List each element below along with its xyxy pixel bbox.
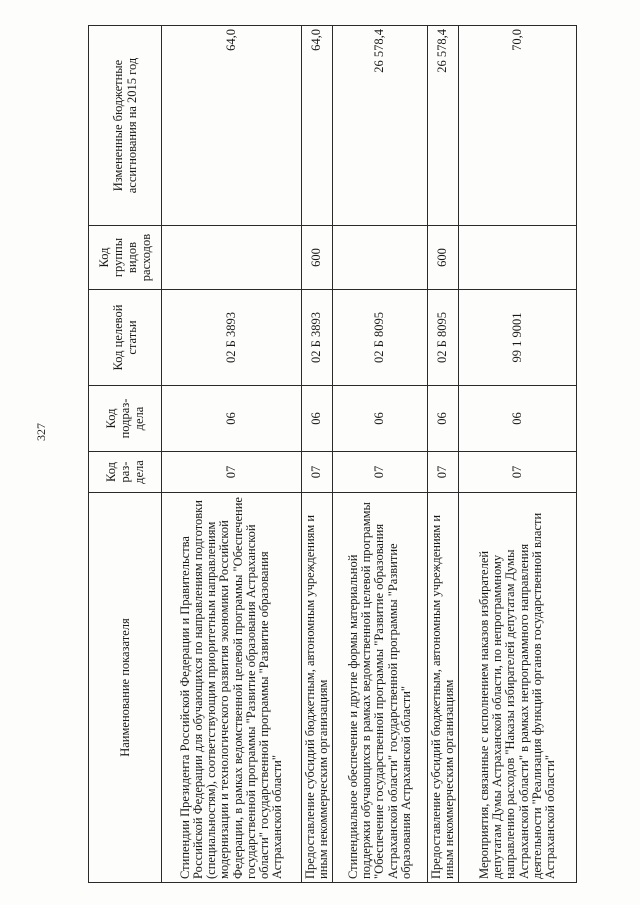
table-row <box>302 26 333 883</box>
row-name: Стипендиальное обеспечение и другие формы материальной поддержки обучающихся в рамках ведомственной целевой программы "Обеспечение государственной программы "Развитие образования Астраханской области" государственной программы "Развитие образования Астраханской области" <box>333 493 428 883</box>
row-name: Мероприятия, связанные с исполнением наказов избирателей депутатам Думы Астраханской области, по непрограммному направлению расходов "Наказы избирателей депутатам Думы Астраханской области" в рамках непрограммного направления деятельности "Реализация функций органов государственной власти Астраханской области" <box>459 493 577 883</box>
table-header-row <box>89 26 162 883</box>
row-subsection: 06 <box>428 386 459 452</box>
row-name: Стипендии Президента Российской Федерации и Правительства Российской Федерации для обучающихся по направлениям подготовки (специальностям), соответствующим приоритетным направлениям модернизации и технологического развития экономики Российской Федерации, в рамках ведомственной целевой программы "Обеспечение государственной программы "Развитие образования Астраханской области" государственной программы "Развитие образования Астраханской области" <box>162 493 302 883</box>
row-amount: 64,0 <box>302 26 333 226</box>
row-expense-group <box>162 226 302 290</box>
row-section: 07 <box>302 452 333 493</box>
row-target: 02 Б 3893 <box>162 290 302 386</box>
row-target: 02 Б 8095 <box>333 290 428 386</box>
header-name: Наименование показателя <box>89 493 162 883</box>
header-amount: Измененные бюджетные ассигнования на 2015 год <box>89 26 162 226</box>
row-target: 02 Б 8095 <box>428 290 459 386</box>
row-section: 07 <box>162 452 302 493</box>
row-expense-group: 600 <box>428 226 459 290</box>
header-expense-group: Код группы видов расходов <box>89 226 162 290</box>
header-section: Код раз-дела <box>89 452 162 493</box>
row-expense-group <box>459 226 577 290</box>
row-subsection: 06 <box>162 386 302 452</box>
table-row <box>333 26 428 883</box>
row-amount: 26 578,4 <box>333 26 428 226</box>
table-row <box>428 26 459 883</box>
table-row <box>162 26 302 883</box>
header-target-article: Код целевой статьи <box>89 290 162 386</box>
row-subsection: 06 <box>333 386 428 452</box>
row-target: 02 Б 3893 <box>302 290 333 386</box>
header-subsection: Код подраз-дела <box>89 386 162 452</box>
row-expense-group <box>333 226 428 290</box>
row-name: Предоставление субсидий бюджетным, автономным учреждениям и иным некоммерческим организациям <box>428 493 459 883</box>
row-section: 07 <box>459 452 577 493</box>
row-target: 99 1 9001 <box>459 290 577 386</box>
row-subsection: 06 <box>302 386 333 452</box>
row-expense-group: 600 <box>302 226 333 290</box>
table-row <box>459 26 577 883</box>
row-amount: 64,0 <box>162 26 302 226</box>
row-section: 07 <box>428 452 459 493</box>
page-number: 327 <box>34 423 48 441</box>
row-section: 07 <box>333 452 428 493</box>
budget-table <box>88 25 577 883</box>
row-subsection: 06 <box>459 386 577 452</box>
row-name: Предоставление субсидий бюджетным, автономным учреждениям и иным некоммерческим организациям <box>302 493 333 883</box>
row-amount: 70,0 <box>459 26 577 226</box>
row-amount: 26 578,4 <box>428 26 459 226</box>
